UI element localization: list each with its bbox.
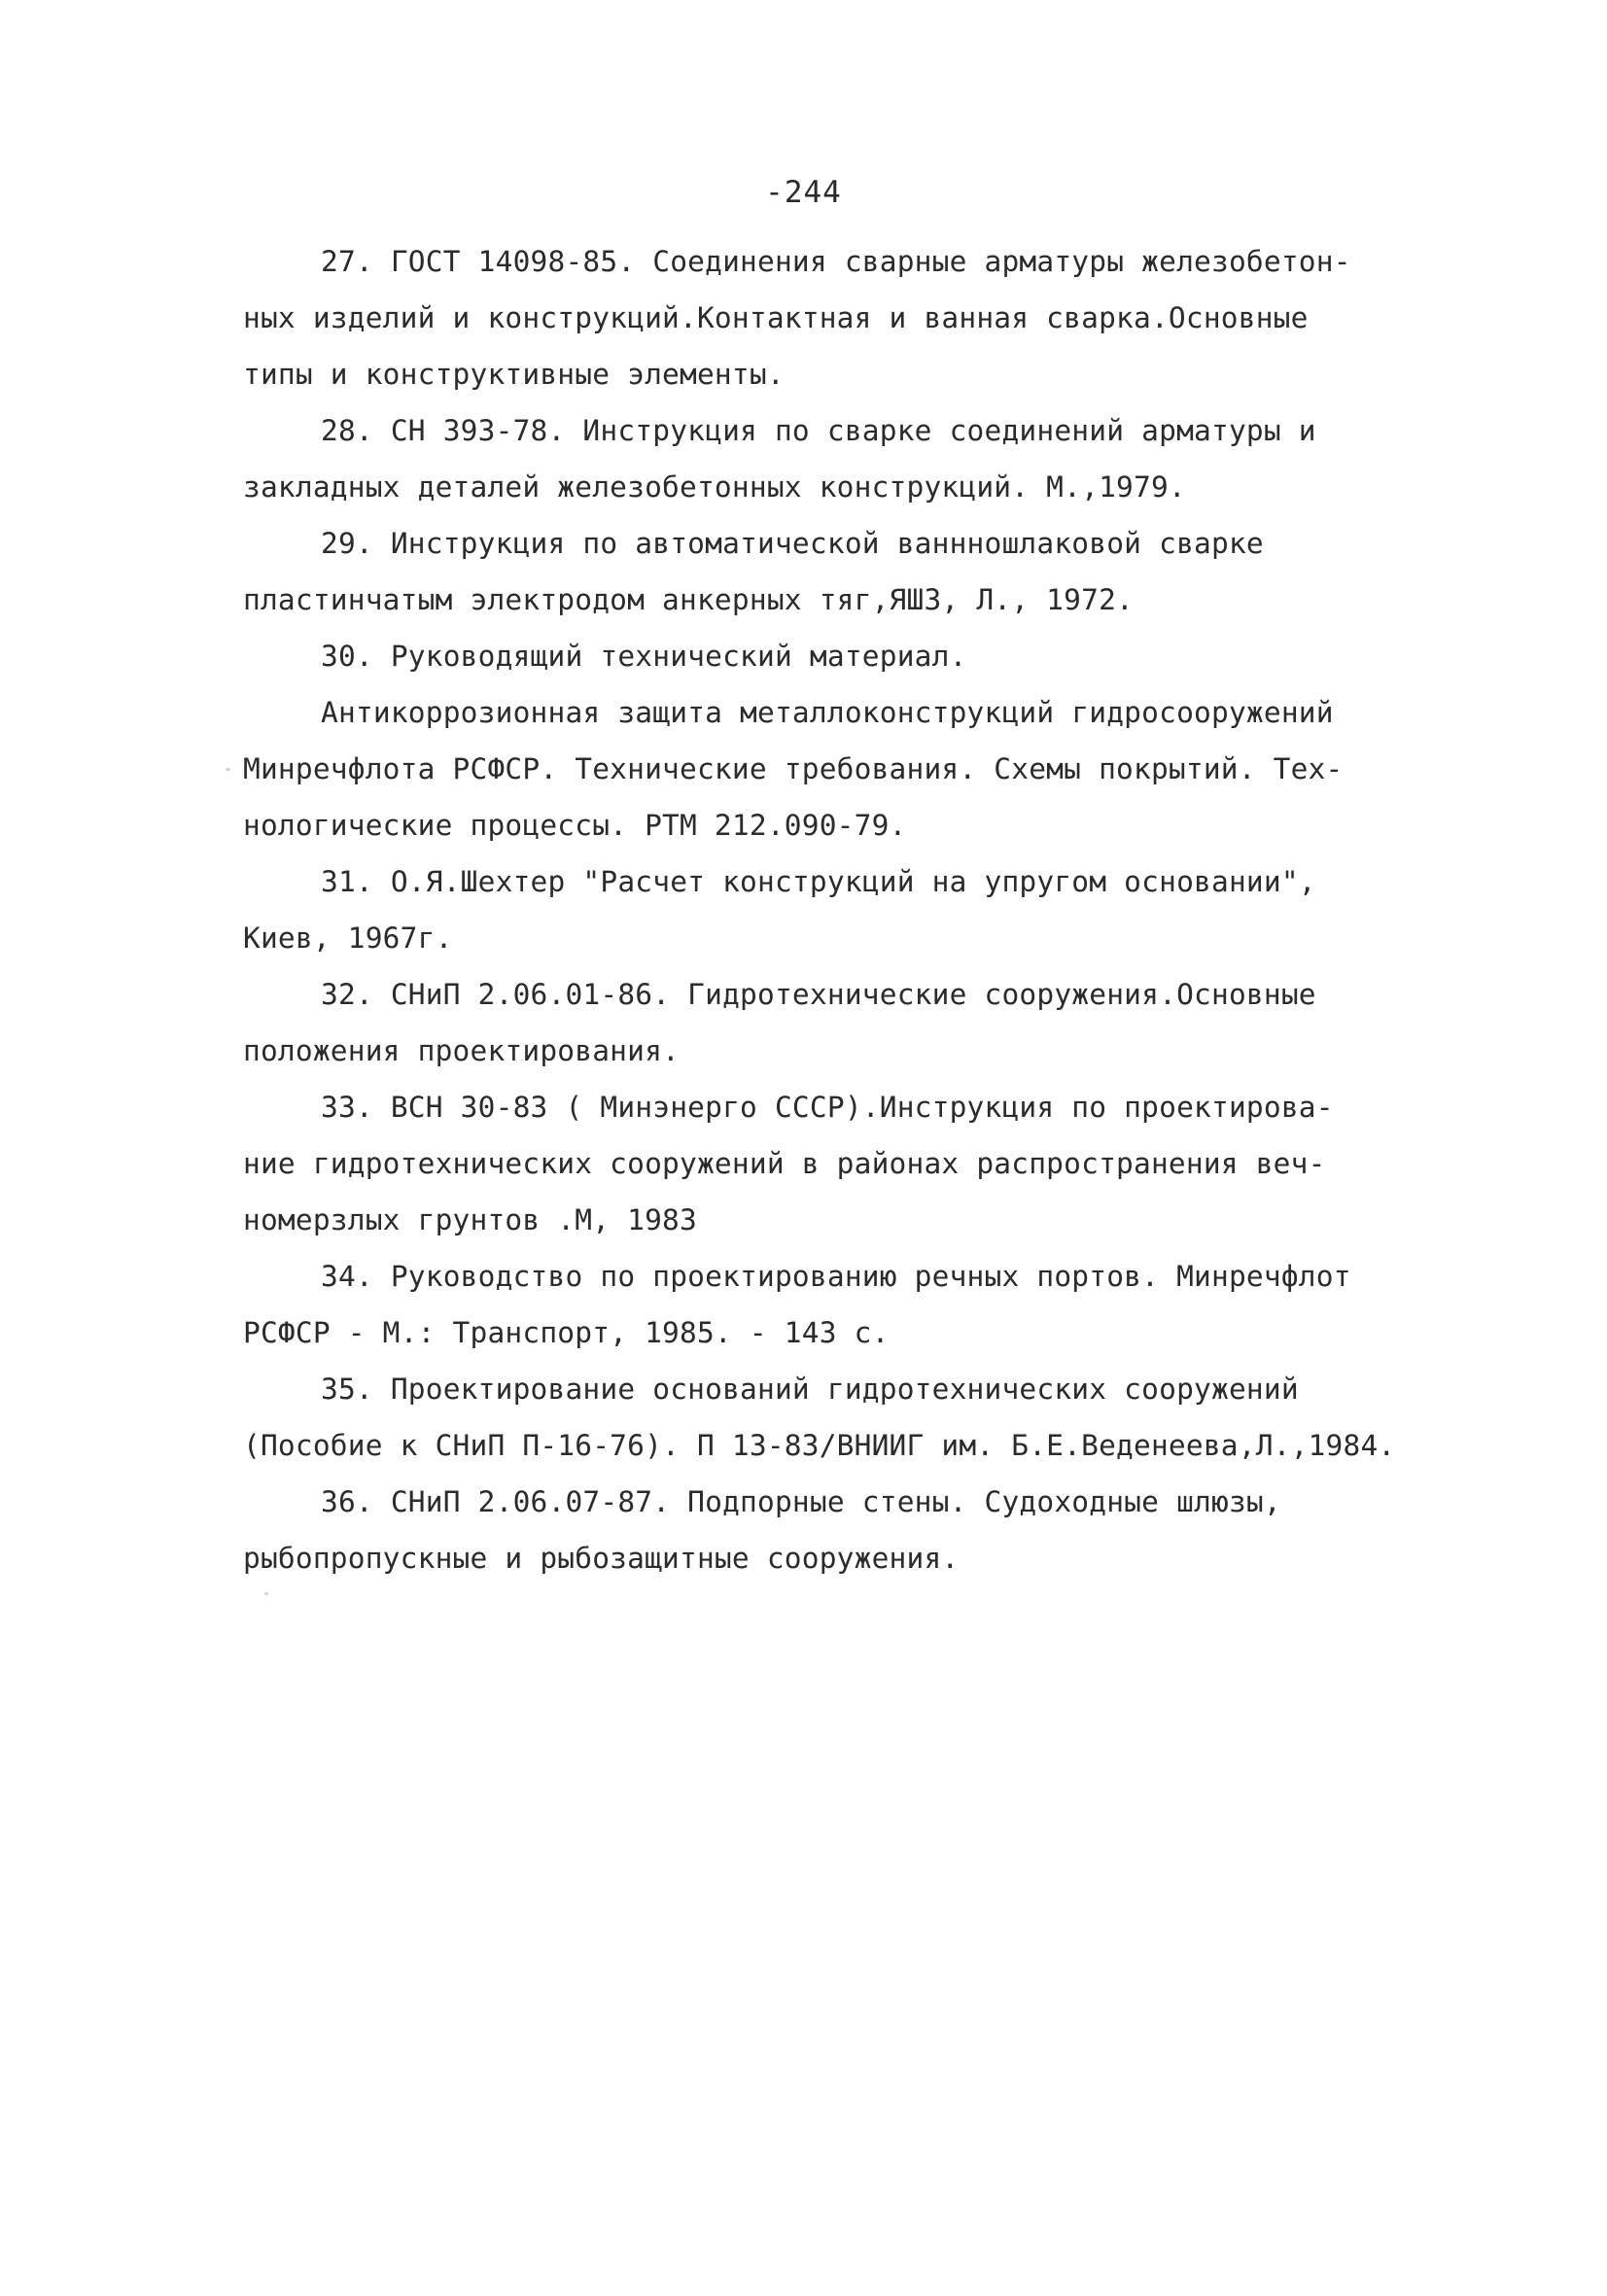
reference-line: 33. ВСН 30-83 ( Минэнерго СССР).Инструкция по проектирова- [321,1091,1334,1124]
reference-item-35 [243,1361,1429,1474]
reference-item-31 [243,853,1429,966]
reference-line: 32. СНиП 2.06.01-86. Гидротехнические сооружения.Основные [321,978,1316,1011]
reference-line: Антикоррозионная защита металлоконструкций гидросооружений [321,696,1334,729]
reference-item-36 [243,1474,1429,1586]
reference-line: 27. ГОСТ 14098-85. Соединения сварные арматуры железобетон- [321,245,1351,278]
reference-list [243,233,1429,1586]
reference-line: Киев, 1967г. [243,922,453,955]
reference-line: 35. Проектирование оснований гидротехнических сооружений [321,1373,1299,1406]
reference-line: 28. СН 393-78. Инструкция по сварке соединений арматуры и [321,414,1316,447]
reference-line: нологические процессы. РТМ 212.090-79. [243,809,907,842]
reference-line: 31. О.Я.Шехтер "Расчет конструкций на упругом основании", [321,865,1316,898]
reference-line: РСФСР - М.: Транспорт, 1985. - 143 с. [243,1316,890,1349]
reference-line: положения проектирования. [243,1034,681,1067]
reference-line: номерзлых грунтов .М, 1983 [243,1203,697,1236]
reference-line: типы и конструктивные элементы. [243,358,785,391]
reference-line: рыбопропускные и рыбозащитные сооружения. [243,1542,960,1575]
reference-item-30 [243,628,1429,853]
reference-line: (Пособие к СНиП П-16-76). П 13-83/ВНИИГ им. Б.Е.Веденеева,Л.,1984. [243,1429,1396,1462]
reference-item-28 [243,402,1429,515]
reference-item-33 [243,1079,1429,1248]
reference-line: закладных деталей железобетонных конструкций. М.,1979. [243,470,1186,504]
scan-speck [226,768,230,771]
reference-line: 29. Инструкция по автоматической ваннношлаковой сварке [321,527,1264,560]
reference-line: Минречфлота РСФСР. Технические требования. Схемы покрытий. Тех- [243,752,1344,785]
reference-line: ных изделий и конструкций.Контактная и ванная сварка.Основные [243,301,1309,334]
reference-line: 34. Руководство по проектированию речных портов. Минречфлот [321,1260,1351,1293]
reference-item-34 [243,1248,1429,1361]
reference-item-27 [243,233,1429,402]
reference-item-32 [243,966,1429,1079]
reference-line: ние гидротехнических сооружений в районах распространения веч- [243,1147,1326,1180]
page-number: -244 [765,175,842,210]
reference-line: пластинчатым электродом анкерных тяг,ЯШЗ, Л., 1972. [243,583,1134,616]
scan-speck [264,1592,268,1595]
reference-line: 30. Руководящий технический материал. [321,640,967,673]
reference-line: 36. СНиП 2.06.07-87. Подпорные стены. Судоходные шлюзы, [321,1485,1281,1518]
reference-item-29 [243,515,1429,628]
